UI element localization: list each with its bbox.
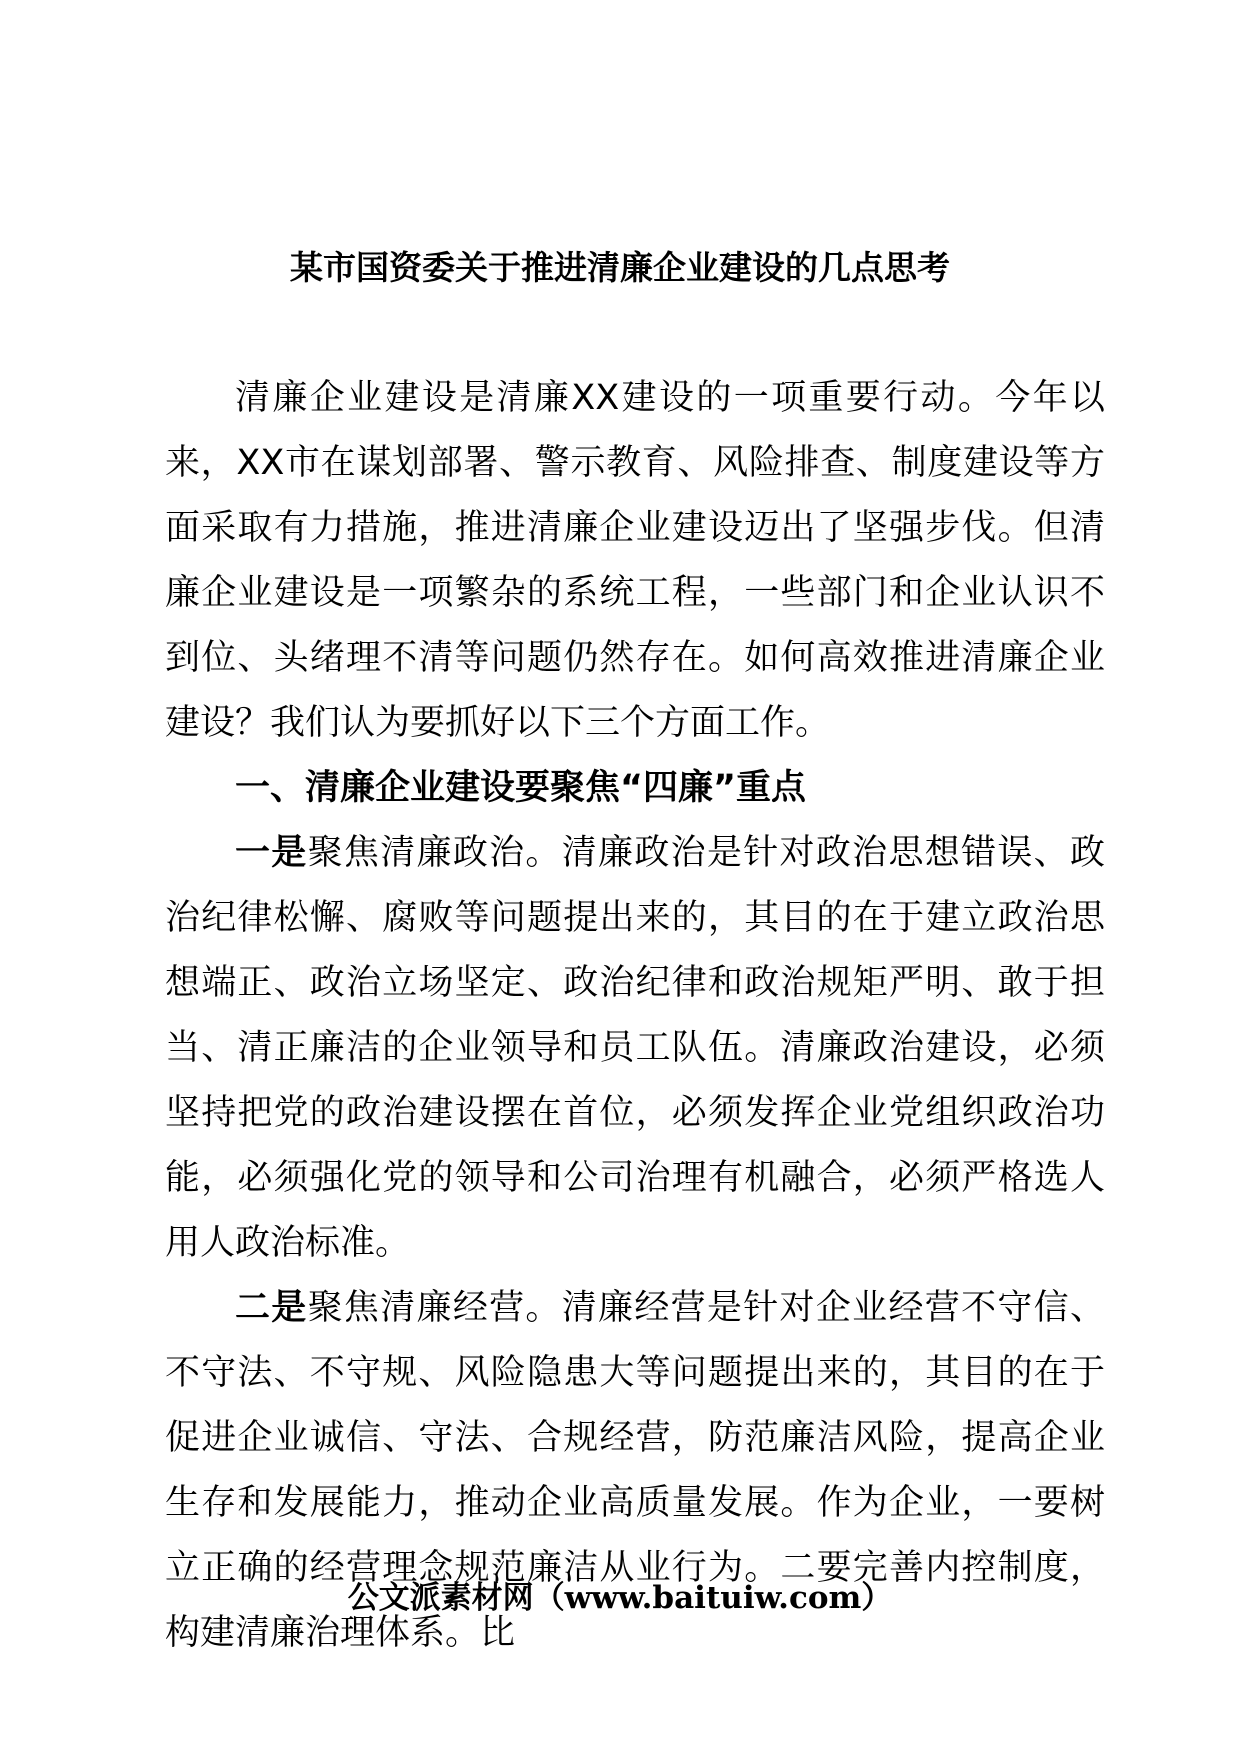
footer-site: （www.baituiw.com）	[533, 1580, 893, 1616]
document-body	[165, 366, 1105, 1666]
point-one-text: 聚焦清廉政治。清廉政治是针对政治思想错误、政治纪律松懈、腐败等问题提出来的，其目的在于建立政治思想端正、政治立场坚定、政治纪律和政治规矩严明、敢于担当、清正廉洁的企业领导和员工队伍。清廉政治建设，必须坚持把党的政治建设摆在首位，必须发挥企业党组织政治功能，必须强化党的领导和公司治理有机融合，必须严格选人用人政治标准。	[165, 833, 1105, 1263]
point-one-lead: 一是	[235, 833, 308, 873]
point-two-text: 聚焦清廉经营。清廉经营是针对企业经营不守信、不守法、不守规、风险隐患大等问题提出来的，其目的在于促进企业诚信、守法、合规经营，防范廉洁风险，提高企业生存和发展能力，推动企业高质量发展。作为企业，一要树立正确的经营理念规范廉洁从业行为。二要完善内控制度，构建清廉治理体系。比	[165, 1288, 1105, 1653]
point-one-paragraph	[165, 821, 1105, 1276]
point-two-lead: 二是	[235, 1288, 308, 1328]
page-footer	[0, 1576, 1240, 1620]
page-title: 某市国资委关于推进清廉企业建设的几点思考	[290, 248, 950, 287]
intro-paragraph: 清廉企业建设是清廉XX建设的一项重要行动。今年以来，XX市在谋划部署、警示教育、风险排查、制度建设等方面采取有力措施，推进清廉企业建设迈出了坚强步伐。但清廉企业建设是一项繁杂的系统工程，一些部门和企业认识不到位、头绪理不清等问题仍然存在。如何高效推进清廉企业建设？我们认为要抓好以下三个方面工作。	[165, 378, 1105, 743]
footer-label: 公文派素材网	[347, 1580, 534, 1616]
section-heading: 一、清廉企业建设要聚焦“四廉”重点	[235, 768, 807, 808]
